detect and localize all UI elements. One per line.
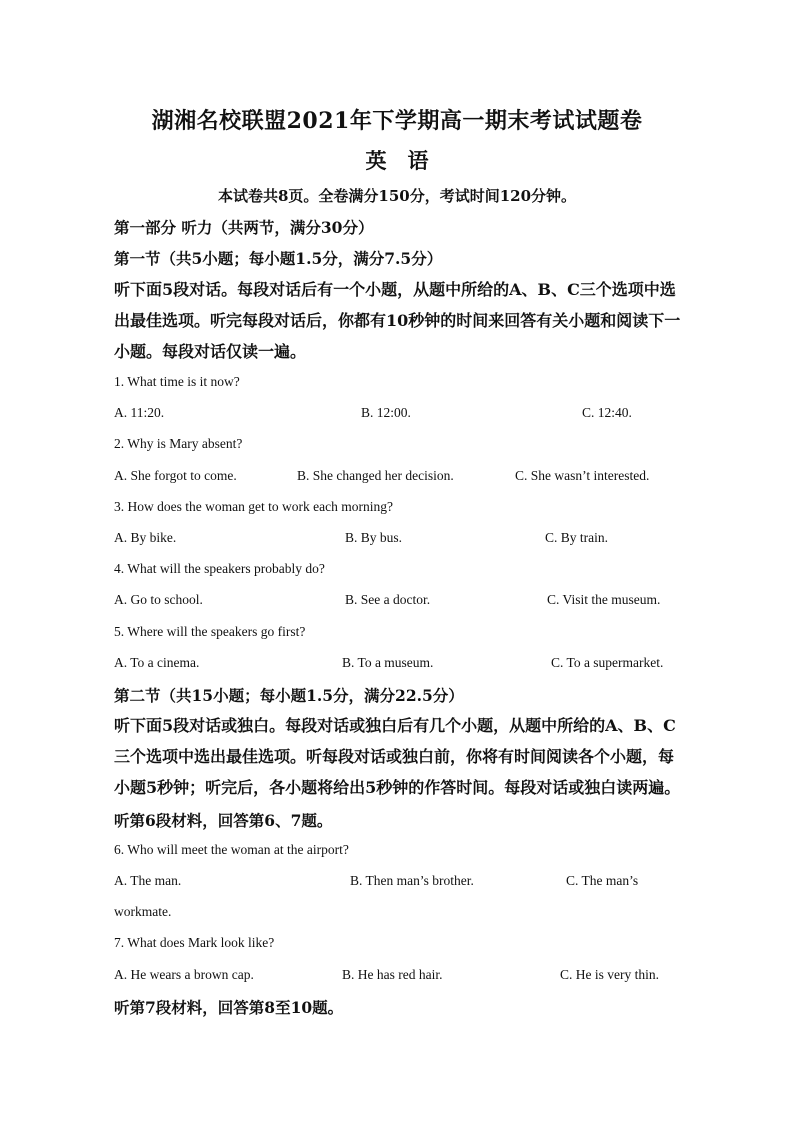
subject-title: 英 语 xyxy=(365,148,429,173)
exam-title: 湖湘名校联盟2021年下学期高一期末考试试题卷 xyxy=(151,108,643,134)
question-6-option-c-continued: workmate. xyxy=(114,904,172,919)
question-3-option-b: B. By bus. xyxy=(345,530,403,545)
question-5-option-b: B. To a museum. xyxy=(342,655,434,670)
question-1-option-c: C. 12:40. xyxy=(582,405,632,420)
material-6-heading: 听第6段材料，回答第6、7题。 xyxy=(114,811,333,830)
question-2-stem: 2. Why is Mary absent? xyxy=(114,436,243,451)
question-6-option-c: C. The man’s xyxy=(566,873,639,888)
question-4-option-b: B. See a doctor. xyxy=(345,592,431,607)
instruction-line: 小题5秒钟；听完后，各小题将给出5秒钟的作答时间。每段对话或独白读两遍。 xyxy=(114,778,681,797)
question-7-option-b: B. He has red hair. xyxy=(342,967,443,982)
part1-heading: 第一部分 听力（共两节，满分30分） xyxy=(114,218,374,237)
question-5-stem: 5. Where will the speakers go first? xyxy=(114,624,306,639)
question-4-option-c: C. Visit the museum. xyxy=(547,592,661,607)
question-2-option-b: B. She changed her decision. xyxy=(297,468,454,483)
instruction-line: 小题。每段对话仅读一遍。 xyxy=(114,342,307,361)
question-6-option-a: A. The man. xyxy=(114,873,182,888)
question-4-option-a: A. Go to school. xyxy=(114,592,203,607)
question-7-option-c: C. He is very thin. xyxy=(560,967,659,982)
question-5-option-a: A. To a cinema. xyxy=(114,655,200,670)
question-1-option-a: A. 11:20. xyxy=(114,405,165,420)
question-7-option-a: A. He wears a brown cap. xyxy=(114,967,254,982)
material-7-heading: 听第7段材料，回答第8至10题。 xyxy=(114,998,344,1017)
question-3-option-c: C. By train. xyxy=(545,530,608,545)
question-5-option-c: C. To a supermarket. xyxy=(551,655,664,670)
instruction-line: 出最佳选项。听完每段对话后，你都有10秒钟的时间来回答有关小题和阅读下一 xyxy=(114,311,681,330)
section2-heading: 第二节（共15小题；每小题1.5分，满分22.5分） xyxy=(114,686,464,705)
instruction-line: 三个选项中选出最佳选项。听每段对话或独白前，你将有时间阅读各个小题，每 xyxy=(114,747,675,766)
question-2-option-a: A. She forgot to come. xyxy=(114,468,237,483)
instruction-line: 听下面5段对话或独白。每段对话或独白后有几个小题，从题中所给的A、B、C xyxy=(114,716,676,735)
section1-instructions xyxy=(114,274,684,367)
instruction-line: 听下面5段对话。每段对话后有一个小题，从题中所给的A、B、C三个选项中选 xyxy=(114,280,676,299)
question-6-stem: 6. Who will meet the woman at the airport? xyxy=(114,842,349,857)
question-4-stem: 4. What will the speakers probably do? xyxy=(114,561,325,576)
question-1-option-b: B. 12:00. xyxy=(361,405,411,420)
section2-instructions xyxy=(114,710,684,803)
question-6-option-b: B. Then man’s brother. xyxy=(350,873,474,888)
question-3-option-a: A. By bike. xyxy=(114,530,177,545)
question-2-option-c: C. She wasn’t interested. xyxy=(515,468,650,483)
section1-heading: 第一节（共5小题；每小题1.5分，满分7.5分） xyxy=(114,249,443,268)
exam-note: 本试卷共8页。全卷满分150分，考试时间120分钟。 xyxy=(217,187,577,205)
question-1-stem: 1. What time is it now? xyxy=(114,374,240,389)
question-7-stem: 7. What does Mark look like? xyxy=(114,935,275,950)
question-3-stem: 3. How does the woman get to work each morning? xyxy=(114,499,393,514)
